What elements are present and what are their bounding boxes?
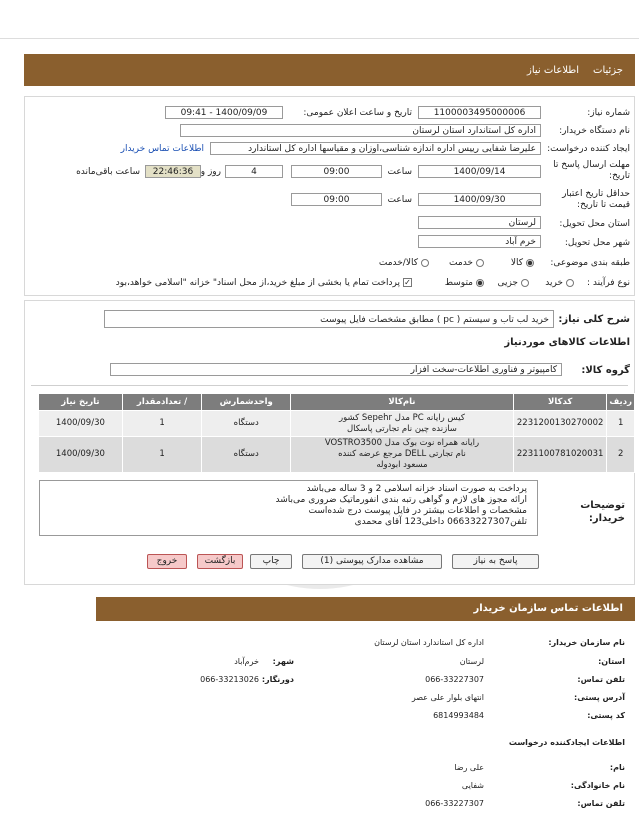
need-number-field: 1100003495000006 <box>418 106 541 119</box>
goods-group-field: کامپیوتر و فناوری اطلاعات-سخت افزار <box>110 363 562 376</box>
city-field: خرم آباد <box>418 235 541 248</box>
radio-icon <box>566 279 574 287</box>
table-row[interactable] <box>39 437 635 473</box>
row-date: 1400/09/30 <box>39 411 123 437</box>
row-name: رایانه همراه نوت بوک مدل VOSTRO3500 نام تجارتی DELL مرجع عرضه کننده مسعود ابودوله <box>291 437 514 473</box>
validity-date-field: 1400/09/30 <box>418 193 541 206</box>
contact-phone-value: 066-33227307 <box>425 675 484 684</box>
radio-icon <box>421 259 429 267</box>
col-index: ردیف <box>607 394 635 411</box>
radio-icon <box>476 259 484 267</box>
contact-city-label: شهر: <box>272 657 294 666</box>
contact-province-label: استان: <box>598 657 625 666</box>
tab-details[interactable]: جزئیات <box>593 64 623 76</box>
summary-label: شرح کلی نیاز: <box>558 314 630 325</box>
payment-note[interactable]: ✓پرداخت تمام یا بخشی از مبلغ خرید،از محل اسناد" خزانه "اسلامی خواهد،بود <box>115 278 411 288</box>
creator-label: ایجاد کننده درخواست: <box>547 144 630 154</box>
row-index: 1 <box>607 411 635 437</box>
creator-info-title: اطلاعات ایجادکننده درخواست <box>508 738 625 747</box>
contact-city-value: خرم‌آباد <box>234 657 259 666</box>
category-option-goods[interactable]: کالا <box>511 258 534 268</box>
province-label: استان محل تحویل: <box>559 219 630 229</box>
validity-label: حداقل تاریخ اعتبار قیمت تا تاریخ: <box>562 189 630 210</box>
remaining-label: ساعت باقی‌مانده <box>76 167 140 177</box>
announce-label: تاریخ و ساعت اعلان عمومی: <box>303 108 412 118</box>
creator-field: علیرضا شفایی رییس اداره اندازه شناسی،اوزان و مقیاسها اداره کل استاندارد <box>210 142 541 155</box>
row-name: کیس رایانه PC مدل Sepehr کشور سازنده چین نام تجارتی پاسکال <box>291 411 514 437</box>
col-qty: / تعدادمقدار <box>122 394 202 411</box>
note-line: پرداخت به صورت اسناد خزانه اسلامی 2 و 3 ساله می‌باشد <box>306 484 527 494</box>
col-name: نام‌کالا <box>291 394 514 411</box>
buyer-label: نام دستگاه خریدار: <box>559 126 630 136</box>
deadline-time-label: ساعت <box>387 167 412 177</box>
contact-fax-value: 066-33213026 <box>200 675 259 684</box>
org-value: اداره کل استاندارد استان لرستان <box>374 638 484 647</box>
print-button[interactable]: چاپ <box>250 554 292 569</box>
row-date: 1400/09/30 <box>39 437 123 473</box>
buyer-contact-link[interactable]: اطلاعات تماس خریدار <box>120 144 204 154</box>
buyer-notes-label: توضیحات خریدار: <box>580 500 625 524</box>
radio-icon <box>476 279 484 287</box>
category-option-service[interactable]: خدمت <box>449 258 484 268</box>
creator-phone-label: تلفن تماس: <box>577 799 625 808</box>
summary-field: خرید لب تاب و سیستم ( pc ) مطابق مشخصات فایل پیوست <box>104 310 554 328</box>
row-unit: دستگاه <box>202 437 291 473</box>
org-label: نام سازمان خریدار: <box>548 638 625 647</box>
deadline-label: مهلت ارسال پاسخ تا تاریخ: <box>553 160 630 181</box>
days-label: روز و <box>200 167 221 177</box>
last-name-value: شفایی <box>461 781 484 790</box>
exit-button[interactable]: خروج <box>147 554 187 569</box>
contact-phone-label: تلفن تماس: <box>577 675 625 684</box>
process-option-minor[interactable]: جزیی <box>497 278 529 288</box>
creator-phone-value: 066-33227307 <box>425 799 484 808</box>
buyer-notes-box <box>39 480 538 536</box>
note-line: تلفن06633227307 داخلی123 آقای محمدی <box>354 517 527 527</box>
category-option-both[interactable]: کالا/خدمت <box>379 258 429 268</box>
table-header-row <box>39 394 635 411</box>
divider <box>31 385 628 386</box>
note-line: ارائه مجوز های لازم و گواهی رتبه بندی انفورماتیک ضروری می‌باشد <box>275 495 527 505</box>
row-unit: دستگاه <box>202 411 291 437</box>
need-number-label: شماره نیاز: <box>587 108 630 118</box>
contact-section-header: اطلاعات تماس سازمان خریدار <box>96 597 635 621</box>
row-code: 2231100781020031 <box>513 437 607 473</box>
first-name-label: نام: <box>609 763 625 772</box>
row-code: 2231200130270002 <box>513 411 607 437</box>
buyer-field: اداره کل استاندارد استان لرستان <box>180 124 541 137</box>
announce-field: 1400/09/09 - 09:41 <box>165 106 283 119</box>
top-divider <box>0 38 639 39</box>
tab-need-info[interactable]: اطلاعات نیاز <box>527 64 580 76</box>
deadline-date-field: 1400/09/14 <box>418 165 541 178</box>
contact-fax-label: دورنگار: <box>261 675 294 684</box>
radio-icon <box>526 259 534 267</box>
postal-code-value: 6814993484 <box>433 711 484 720</box>
row-index: 2 <box>607 437 635 473</box>
address-label: آدرس پستی: <box>574 693 625 702</box>
deadline-time-field: 09:00 <box>291 165 382 178</box>
back-button[interactable]: بازگشت <box>197 554 243 569</box>
table-row[interactable] <box>39 411 635 437</box>
process-option-purchase[interactable]: خرید <box>545 278 574 288</box>
col-code: کدکالا <box>513 394 607 411</box>
col-unit: واحدشمارش <box>202 394 291 411</box>
days-field: 4 <box>225 165 283 178</box>
goods-group-label: گروه کالا: <box>581 365 630 376</box>
row-qty: 1 <box>122 411 202 437</box>
note-line: مشخصات و اطلاعات بیشتر در فایل پیوست درج شده‌است <box>308 506 527 516</box>
col-date: تاریخ نیاز <box>39 394 123 411</box>
last-name-label: نام خانوادگی: <box>570 781 625 790</box>
page-header <box>24 54 635 86</box>
address-value: انتهای بلوار علی عصر <box>411 693 484 702</box>
checkbox-icon: ✓ <box>404 278 411 287</box>
reply-button[interactable]: پاسخ به نیاز <box>452 554 539 569</box>
validity-time-field: 09:00 <box>291 193 382 206</box>
first-name-value: علی رضا <box>454 763 484 772</box>
goods-table <box>38 393 635 473</box>
city-label: شهر محل تحویل: <box>564 238 630 248</box>
need-info-panel <box>24 96 635 296</box>
remaining-time-field: 22:46:36 <box>145 165 201 178</box>
attachments-button[interactable]: مشاهده مدارک پیوستی (1) <box>302 554 442 569</box>
contact-province-value: لرستان <box>459 657 484 666</box>
radio-icon <box>521 279 529 287</box>
process-label: نوع فرآیند : <box>587 278 630 288</box>
province-field: لرستان <box>418 216 541 229</box>
process-option-medium[interactable]: متوسط <box>445 278 484 288</box>
validity-time-label: ساعت <box>387 195 412 205</box>
postal-code-label: کد پستی: <box>587 711 625 720</box>
row-qty: 1 <box>122 437 202 473</box>
category-label: طبقه بندی موضوعی: <box>550 258 630 268</box>
goods-section-title: اطلاعات کالاهای موردنیاز <box>504 337 630 348</box>
